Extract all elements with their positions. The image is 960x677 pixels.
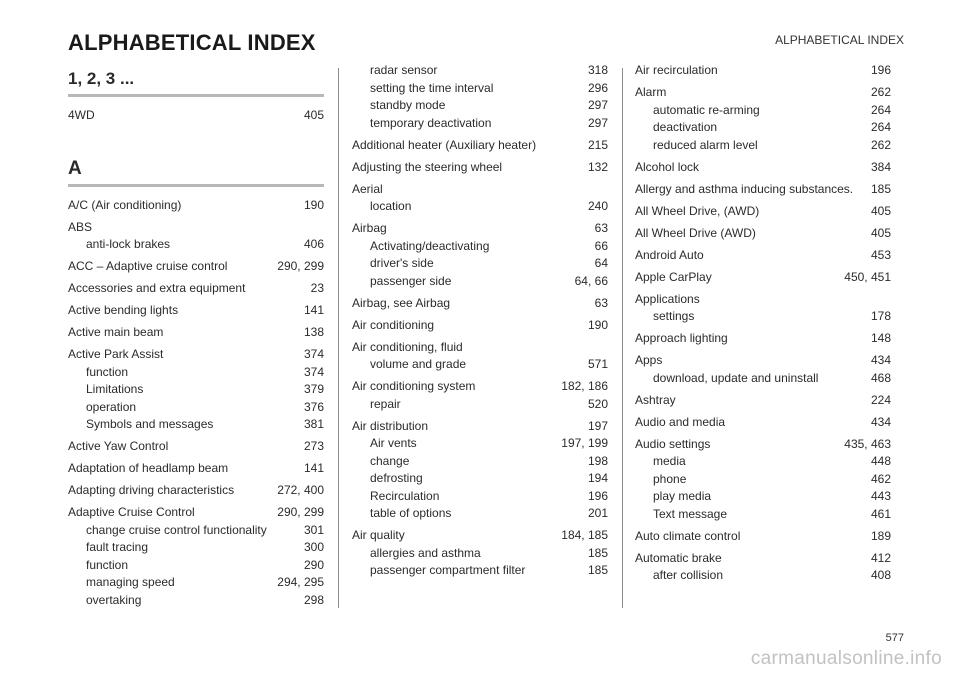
index-entry-line bbox=[635, 225, 891, 243]
index-entry-line bbox=[635, 291, 891, 309]
index-subterm: volume and grade bbox=[370, 357, 467, 371]
index-entry-line bbox=[635, 159, 891, 177]
index-entry-line bbox=[68, 302, 324, 320]
page-ref: 450, 451 bbox=[844, 269, 891, 284]
index-subterm: overtaking bbox=[86, 592, 142, 607]
index-subterm: fault tracing bbox=[86, 540, 149, 554]
index-subentry bbox=[635, 453, 891, 471]
index-subentry bbox=[352, 97, 608, 115]
column-divider bbox=[622, 68, 623, 608]
index-term: Air conditioning, fluid bbox=[352, 339, 463, 354]
index-entry bbox=[352, 137, 608, 155]
index-entry-line bbox=[635, 247, 891, 265]
index-entry-line bbox=[68, 460, 324, 478]
page-ref: 405 bbox=[303, 107, 324, 122]
index-term: Apps bbox=[635, 353, 663, 367]
section-rule bbox=[68, 94, 324, 97]
index-entry bbox=[68, 219, 324, 254]
index-subterm: managing speed bbox=[86, 575, 175, 589]
page-ref: 66 bbox=[594, 238, 608, 253]
index-subentry bbox=[635, 119, 891, 137]
index-subterm: settings bbox=[653, 309, 695, 323]
index-entry bbox=[635, 392, 891, 410]
index-subterm: Symbols and messages bbox=[86, 417, 214, 431]
page-ref: 190 bbox=[303, 197, 324, 212]
page-ref: 379 bbox=[303, 382, 324, 396]
index-subentry bbox=[635, 506, 891, 524]
index-subterm: passenger side bbox=[370, 273, 452, 288]
index-subentry bbox=[68, 399, 324, 417]
index-entry-line bbox=[68, 438, 324, 456]
index-term: All Wheel Drive (AWD) bbox=[635, 225, 756, 240]
index-entry bbox=[352, 295, 608, 313]
index-subterm: function bbox=[86, 557, 129, 572]
index-entry bbox=[635, 550, 891, 585]
page-ref: 294, 295 bbox=[277, 575, 324, 589]
index-subterm: change bbox=[370, 453, 410, 468]
index-subentry bbox=[352, 435, 608, 453]
index-entry-line bbox=[635, 528, 891, 546]
index-entry-line bbox=[352, 220, 608, 238]
index-subentry bbox=[68, 381, 324, 399]
index-term: Air quality bbox=[352, 528, 405, 542]
index-subterm: change cruise control functionality bbox=[86, 522, 267, 537]
index-term: Adapting driving characteristics bbox=[68, 483, 235, 497]
page-ref: 434 bbox=[870, 353, 891, 367]
page-ref: 240 bbox=[587, 199, 608, 213]
index-entry bbox=[635, 436, 891, 524]
index-subentry bbox=[352, 470, 608, 488]
index-subentry bbox=[352, 545, 608, 563]
index-term: Automatic brake bbox=[635, 550, 722, 565]
index-entry bbox=[635, 247, 891, 265]
page-ref: 148 bbox=[870, 331, 891, 345]
page-ref: 298 bbox=[303, 592, 324, 607]
page-ref: 189 bbox=[870, 528, 891, 543]
index-subterm: deactivation bbox=[653, 120, 718, 134]
index-entry-line bbox=[68, 219, 324, 237]
index-subterm: reduced alarm level bbox=[653, 137, 758, 152]
page-ref: 290 bbox=[303, 557, 324, 572]
index-column-1 bbox=[68, 62, 324, 609]
index-entry-line bbox=[68, 107, 324, 125]
index-term: ACC – Adaptive cruise control bbox=[68, 259, 228, 273]
page-ref: 185 bbox=[587, 563, 608, 577]
index-entry-line bbox=[635, 392, 891, 410]
page-ref: 184, 185 bbox=[561, 528, 608, 542]
index-entry-line bbox=[68, 280, 324, 298]
index-term: Airbag, see Airbag bbox=[352, 295, 451, 310]
index-term: Active main beam bbox=[68, 325, 164, 339]
index-term: Allergy and asthma inducing substances. bbox=[635, 181, 854, 196]
page-ref: 141 bbox=[303, 461, 324, 475]
index-term: Air distribution bbox=[352, 418, 429, 433]
index-entry bbox=[635, 414, 891, 432]
page-ref: 141 bbox=[303, 303, 324, 317]
index-entry bbox=[68, 324, 324, 342]
page-ref: 290, 299 bbox=[277, 505, 324, 519]
index-entry-line bbox=[352, 159, 608, 177]
index-entry bbox=[68, 482, 324, 500]
page-ref: 262 bbox=[870, 85, 891, 99]
index-subterm: defrosting bbox=[370, 471, 423, 485]
index-term: Active bending lights bbox=[68, 303, 179, 317]
index-subterm: phone bbox=[653, 471, 687, 486]
index-entry-line bbox=[68, 504, 324, 522]
index-entry bbox=[68, 438, 324, 456]
page-ref: 64, 66 bbox=[574, 273, 608, 288]
index-entry-line bbox=[352, 181, 608, 199]
index-subentry bbox=[68, 574, 324, 592]
index-term: Auto climate control bbox=[635, 528, 741, 543]
index-subentry bbox=[352, 198, 608, 216]
index-term: ABS bbox=[68, 219, 93, 234]
page-ref: 448 bbox=[870, 454, 891, 468]
index-subentry bbox=[352, 80, 608, 98]
page-ref: 185 bbox=[587, 545, 608, 560]
page-ref: 435, 463 bbox=[844, 436, 891, 451]
page-ref: 201 bbox=[587, 506, 608, 520]
page-ref: 384 bbox=[870, 159, 891, 174]
index-term: Adaptation of headlamp beam bbox=[68, 461, 229, 475]
index-subterm: radar sensor bbox=[370, 63, 438, 77]
watermark: carmanualsonline.info bbox=[750, 648, 942, 669]
index-entry-line bbox=[352, 527, 608, 545]
index-subentry bbox=[352, 356, 608, 374]
page-ref: 185 bbox=[870, 181, 891, 196]
index-entry bbox=[352, 181, 608, 216]
page-ref: 198 bbox=[587, 453, 608, 468]
index-entry bbox=[635, 528, 891, 546]
index-entry bbox=[68, 280, 324, 298]
index-term: Approach lighting bbox=[635, 331, 728, 345]
index-subentry bbox=[68, 364, 324, 382]
index-subentry bbox=[352, 115, 608, 133]
index-entry-line bbox=[352, 378, 608, 396]
index-entry bbox=[352, 339, 608, 374]
index-subterm: after collision bbox=[653, 568, 724, 582]
index-subentry bbox=[635, 102, 891, 120]
index-entry bbox=[635, 203, 891, 221]
index-term: Air conditioning bbox=[352, 317, 435, 332]
index-subentry bbox=[352, 488, 608, 506]
index-subterm: automatic re-arming bbox=[653, 102, 760, 117]
page-ref: 301 bbox=[303, 522, 324, 537]
page-ref: 374 bbox=[303, 364, 324, 379]
page-ref: 178 bbox=[870, 309, 891, 323]
index-entry bbox=[635, 159, 891, 177]
page-ref: 453 bbox=[870, 247, 891, 262]
page-ref: 197 bbox=[587, 418, 608, 433]
index-subentry bbox=[635, 137, 891, 155]
index-entry bbox=[68, 460, 324, 478]
index-subterm: Text message bbox=[653, 506, 728, 521]
index-entry bbox=[68, 504, 324, 609]
page-ref: 190 bbox=[587, 317, 608, 332]
index-entry bbox=[352, 527, 608, 580]
index-entry bbox=[635, 84, 891, 154]
index-subentry bbox=[635, 488, 891, 506]
index-subentry bbox=[68, 557, 324, 575]
index-subterm: temporary deactivation bbox=[370, 115, 492, 130]
page-number: 577 bbox=[885, 632, 904, 644]
index-term: Adaptive Cruise Control bbox=[68, 505, 195, 519]
page-title: ALPHABETICAL INDEX bbox=[68, 30, 316, 55]
index-subentry bbox=[352, 238, 608, 256]
page-ref: 318 bbox=[587, 63, 608, 77]
index-entry bbox=[352, 418, 608, 523]
page-ref: 132 bbox=[587, 159, 608, 174]
index-term: A/C (Air conditioning) bbox=[68, 197, 182, 212]
index-entry-line bbox=[635, 269, 891, 287]
page-ref: 443 bbox=[870, 489, 891, 503]
index-term: Android Auto bbox=[635, 247, 704, 262]
index-term: Applications bbox=[635, 291, 700, 306]
index-entry-line bbox=[635, 352, 891, 370]
index-entry bbox=[635, 269, 891, 287]
index-entry-line bbox=[352, 317, 608, 335]
page-ref: 273 bbox=[303, 439, 324, 453]
index-entry-line bbox=[352, 418, 608, 436]
page-ref: 182, 186 bbox=[561, 379, 608, 393]
page-ref: 262 bbox=[870, 137, 891, 152]
index-term: Audio settings bbox=[635, 436, 711, 451]
index-subterm: driver's side bbox=[370, 256, 434, 270]
page-ref: 290, 299 bbox=[277, 259, 324, 273]
page-ref: 300 bbox=[303, 540, 324, 554]
index-entry-line bbox=[635, 62, 891, 80]
index-entry-line bbox=[635, 414, 891, 432]
index-subentry bbox=[68, 416, 324, 434]
index-term: Active Yaw Control bbox=[68, 439, 169, 453]
page-ref: 194 bbox=[587, 471, 608, 485]
index-term: All Wheel Drive, (AWD) bbox=[635, 203, 760, 218]
index-term: Additional heater (Auxiliary heater) bbox=[352, 137, 537, 152]
index-subterm: function bbox=[86, 364, 129, 379]
index-subterm: repair bbox=[370, 396, 401, 411]
index-entry bbox=[68, 258, 324, 276]
index-term: Adjusting the steering wheel bbox=[352, 159, 503, 174]
index-entry bbox=[635, 225, 891, 243]
index-subterm: table of options bbox=[370, 506, 452, 520]
index-term: Audio and media bbox=[635, 414, 726, 429]
index-entry bbox=[68, 346, 324, 434]
index-subentry bbox=[352, 255, 608, 273]
index-term: Active Park Assist bbox=[68, 347, 164, 361]
index-entry bbox=[352, 317, 608, 335]
index-column-2 bbox=[352, 62, 608, 580]
index-subentry bbox=[352, 62, 608, 80]
page-ref: 381 bbox=[303, 417, 324, 431]
page-ref: 520 bbox=[587, 396, 608, 411]
index-entry-line bbox=[68, 482, 324, 500]
page-ref: 197, 199 bbox=[561, 436, 608, 450]
page-ref: 408 bbox=[870, 568, 891, 582]
index-subentry bbox=[68, 522, 324, 540]
index-subentry bbox=[352, 453, 608, 471]
index-entry-line bbox=[352, 295, 608, 313]
page-ref: 196 bbox=[870, 63, 891, 77]
index-entry bbox=[352, 159, 608, 177]
index-term: Aerial bbox=[352, 181, 383, 196]
index-subterm: play media bbox=[653, 489, 712, 503]
page-ref: 297 bbox=[587, 115, 608, 130]
index-subterm: anti-lock brakes bbox=[86, 237, 171, 251]
page-ref: 571 bbox=[587, 357, 608, 371]
index-entry bbox=[635, 181, 891, 199]
page-ref: 405 bbox=[870, 225, 891, 240]
column-divider bbox=[338, 68, 339, 608]
section-rule bbox=[68, 184, 324, 187]
index-entry bbox=[352, 220, 608, 290]
index-term: Accessories and extra equipment bbox=[68, 281, 246, 295]
index-subterm: Air vents bbox=[370, 436, 417, 450]
index-term: Apple CarPlay bbox=[635, 269, 712, 284]
index-subentry bbox=[352, 273, 608, 291]
index-entry bbox=[635, 330, 891, 348]
page-ref: 138 bbox=[303, 325, 324, 339]
page-ref: 264 bbox=[870, 102, 891, 117]
index-term: Air recirculation bbox=[635, 63, 718, 77]
page-ref: 224 bbox=[870, 392, 891, 407]
index-subterm: setting the time interval bbox=[370, 80, 494, 95]
index-entry-line bbox=[68, 346, 324, 364]
index-subentry bbox=[352, 505, 608, 523]
index-term: Air conditioning system bbox=[352, 379, 476, 393]
page-ref: 406 bbox=[303, 237, 324, 251]
page-ref: 215 bbox=[587, 137, 608, 152]
index-entry-line bbox=[635, 181, 891, 199]
page-ref: 462 bbox=[870, 471, 891, 486]
page-ref: 64 bbox=[594, 256, 608, 270]
index-subentry bbox=[68, 539, 324, 557]
page-ref: 264 bbox=[870, 120, 891, 134]
index-entry bbox=[352, 62, 608, 132]
index-entry-line bbox=[68, 197, 324, 215]
page-ref: 23 bbox=[310, 281, 324, 295]
index-subentry bbox=[352, 396, 608, 414]
index-subterm: standby mode bbox=[370, 98, 446, 112]
index-entry-line bbox=[635, 203, 891, 221]
running-head: ALPHABETICAL INDEX bbox=[775, 33, 904, 47]
index-term: Airbag bbox=[352, 221, 387, 235]
section-heading: 1, 2, 3 ... bbox=[68, 69, 135, 88]
index-subentry bbox=[635, 308, 891, 326]
page-ref: 405 bbox=[870, 203, 891, 218]
index-entry bbox=[68, 302, 324, 320]
index-subterm: allergies and asthma bbox=[370, 545, 481, 560]
index-term: 4WD bbox=[68, 107, 95, 122]
index-subterm: media bbox=[653, 454, 686, 468]
index-term: Alcohol lock bbox=[635, 159, 700, 174]
page-ref: 468 bbox=[870, 370, 891, 385]
index-entry-line bbox=[352, 137, 608, 155]
index-column-3 bbox=[635, 62, 891, 585]
index-entry-line bbox=[635, 550, 891, 568]
index-subterm: operation bbox=[86, 399, 137, 414]
page-ref: 374 bbox=[303, 347, 324, 361]
index-entry bbox=[352, 378, 608, 413]
index-subterm: Recirculation bbox=[370, 488, 440, 503]
index-subentry bbox=[352, 562, 608, 580]
page-ref: 63 bbox=[594, 221, 608, 235]
index-subterm: download, update and uninstall bbox=[653, 370, 819, 385]
index-subterm: Activating/deactivating bbox=[370, 238, 490, 253]
index-entry-line bbox=[635, 436, 891, 454]
page-ref: 272, 400 bbox=[277, 483, 324, 497]
index-entry-line bbox=[352, 339, 608, 357]
page-ref: 297 bbox=[587, 98, 608, 112]
index-subterm: location bbox=[370, 199, 412, 213]
index-entry-line bbox=[635, 84, 891, 102]
index-entry bbox=[68, 197, 324, 215]
index-subterm: Limitations bbox=[86, 382, 144, 396]
page-ref: 412 bbox=[870, 550, 891, 565]
index-entry bbox=[68, 107, 324, 125]
index-entry bbox=[635, 352, 891, 387]
section-heading: A bbox=[68, 158, 82, 179]
index-subentry bbox=[635, 567, 891, 585]
page-ref: 196 bbox=[587, 488, 608, 503]
index-term: Alarm bbox=[635, 85, 667, 99]
index-entry-line bbox=[635, 330, 891, 348]
index-term: Ashtray bbox=[635, 392, 676, 407]
index-subterm: passenger compartment filter bbox=[370, 563, 526, 577]
page-ref: 461 bbox=[870, 506, 891, 521]
index-subentry bbox=[635, 471, 891, 489]
page-ref: 376 bbox=[303, 399, 324, 414]
page-ref: 434 bbox=[870, 414, 891, 429]
index-entry-line bbox=[68, 324, 324, 342]
page-ref: 296 bbox=[587, 80, 608, 95]
index-subentry bbox=[68, 592, 324, 610]
index-entry bbox=[635, 62, 891, 80]
index-subentry bbox=[635, 370, 891, 388]
page-ref: 63 bbox=[594, 295, 608, 310]
index-subentry bbox=[68, 236, 324, 254]
index-entry-line bbox=[68, 258, 324, 276]
index-entry bbox=[635, 291, 891, 326]
